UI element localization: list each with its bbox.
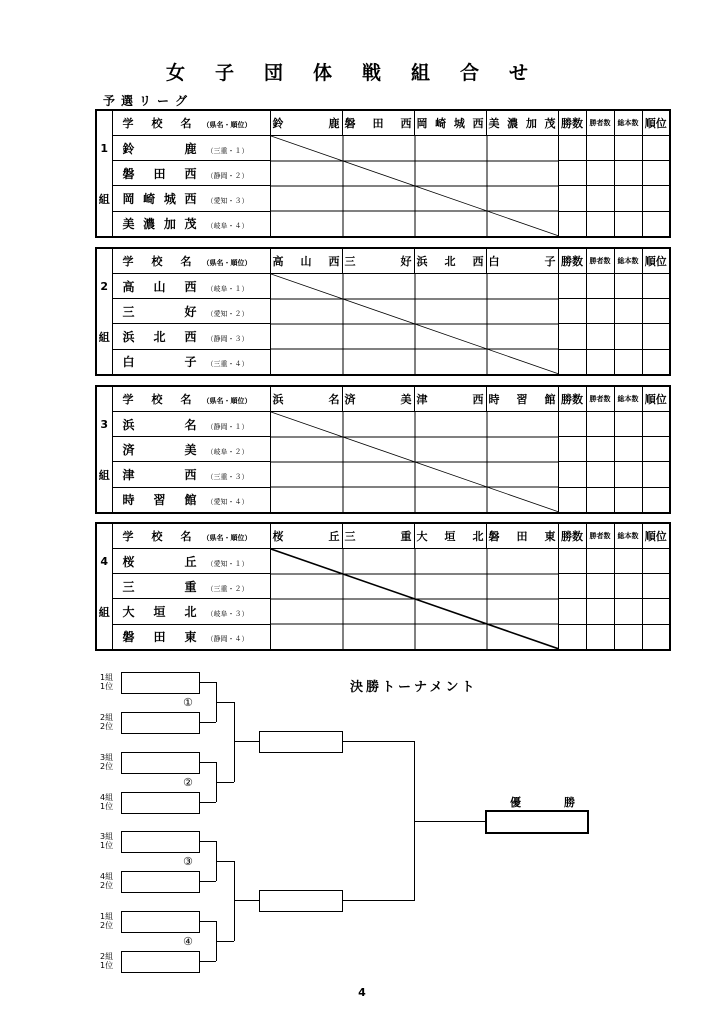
slot-rank: 2位 <box>100 881 114 890</box>
header-total: 総本数 <box>614 248 642 274</box>
header-winners: 勝者数 <box>586 386 614 412</box>
result-cell[interactable] <box>270 412 558 514</box>
school-pref-rank: （岐阜・２） <box>206 447 249 456</box>
opponent-name: 大 垣 北 <box>416 530 484 543</box>
slot-box[interactable] <box>121 911 200 933</box>
opponent-header <box>342 523 414 549</box>
school-pref-rank: （静岡・２） <box>206 171 249 180</box>
header-school: 学校名 <box>122 393 210 406</box>
stat-cell[interactable] <box>642 624 670 650</box>
school-pref-rank: （愛知・４） <box>206 498 249 507</box>
bracket-line <box>216 941 234 942</box>
opponent-name: 浜 名 <box>272 393 340 406</box>
opponent-name: 浜 北 西 <box>416 255 484 268</box>
bracket-line <box>234 861 235 941</box>
bracket-line <box>200 961 216 962</box>
opponent-header <box>414 386 486 412</box>
stat-cell[interactable] <box>614 161 642 186</box>
stat-cell[interactable] <box>558 299 586 324</box>
stat-cell[interactable] <box>614 462 642 487</box>
stat-cell[interactable] <box>558 549 586 574</box>
bracket-line <box>200 682 216 683</box>
slot-group: 3組 <box>100 753 114 762</box>
school-name: 津 西 <box>122 468 197 483</box>
result-grid <box>271 412 559 512</box>
stat-cell[interactable] <box>642 211 670 237</box>
opponent-header <box>486 248 558 274</box>
stat-cell[interactable] <box>642 549 670 574</box>
header-total: 総本数 <box>614 110 642 136</box>
stat-cell[interactable] <box>558 274 586 299</box>
school-name: 美 濃 加 茂 <box>122 217 197 232</box>
group-kumi: 組 <box>96 186 112 211</box>
stat-cell[interactable] <box>558 136 586 161</box>
opponent-name: 岡 崎 城 西 <box>416 117 484 130</box>
stat-cell[interactable] <box>614 136 642 161</box>
result-grid <box>271 274 559 374</box>
page-title: 女子団体戦組合せ <box>165 62 558 84</box>
bracket-line <box>200 881 216 882</box>
stat-cell[interactable] <box>642 412 670 437</box>
slot-box[interactable] <box>121 871 200 893</box>
slot-rank: 1位 <box>100 961 114 970</box>
opponent-header <box>486 523 558 549</box>
school-pref-rank: （愛知・３） <box>206 197 249 206</box>
opponent-name: 桜 丘 <box>272 530 340 543</box>
stat-cell[interactable] <box>558 349 586 375</box>
opponent-name: 三 好 <box>344 255 412 268</box>
stat-cell[interactable] <box>586 299 614 324</box>
stat-cell[interactable] <box>642 349 670 375</box>
stat-cell[interactable] <box>586 211 614 237</box>
result-cell[interactable] <box>270 136 558 238</box>
stat-cell[interactable] <box>586 624 614 650</box>
slot-label <box>100 753 113 771</box>
stat-cell[interactable] <box>642 299 670 324</box>
header-pref-rank: （県名・順位） <box>202 534 252 542</box>
opponent-header <box>270 110 342 136</box>
school-name: 岡 崎 城 西 <box>122 192 197 207</box>
stat-cell[interactable] <box>558 462 586 487</box>
slot-group: 4組 <box>100 793 114 802</box>
stat-cell[interactable] <box>614 574 642 599</box>
bracket-line <box>216 702 234 703</box>
opponent-header <box>270 523 342 549</box>
slot-rank: 1位 <box>100 841 114 850</box>
opponent-name: 津 西 <box>416 393 484 406</box>
slot-group: 4組 <box>100 872 114 881</box>
stat-cell[interactable] <box>558 412 586 437</box>
group-kumi: 組 <box>96 324 112 349</box>
group-4-table <box>95 522 671 651</box>
school-name: 磐 田 東 <box>122 630 197 645</box>
stat-cell[interactable] <box>614 412 642 437</box>
bracket-line <box>414 821 485 822</box>
header-wins: 勝数 <box>558 386 586 412</box>
group-number: 2 <box>96 274 112 299</box>
match-number: ① <box>183 696 193 709</box>
slot-box[interactable] <box>121 792 200 814</box>
opponent-header <box>342 110 414 136</box>
school-pref-rank: （岐阜・１） <box>206 284 249 293</box>
slot-group: 1組 <box>100 912 114 921</box>
stat-cell[interactable] <box>614 211 642 237</box>
slot-label <box>100 713 113 731</box>
bracket-line <box>234 900 259 901</box>
header-total: 総本数 <box>614 386 642 412</box>
group-number: 1 <box>96 136 112 161</box>
school-pref-rank: （岐阜・３） <box>206 610 249 619</box>
slot-label <box>100 912 113 930</box>
group-kumi: 組 <box>96 599 112 624</box>
school-pref-rank: （岐阜・４） <box>206 222 249 231</box>
result-grid <box>271 136 559 236</box>
stat-cell[interactable] <box>586 349 614 375</box>
school-pref-rank: （三重・２） <box>206 584 249 593</box>
winner-box[interactable] <box>485 810 589 834</box>
bracket-line <box>200 921 216 922</box>
bracket-line <box>200 802 216 803</box>
stat-cell[interactable] <box>558 324 586 349</box>
group-3-table <box>95 385 671 514</box>
stat-cell[interactable] <box>558 599 586 624</box>
stat-cell[interactable] <box>642 599 670 624</box>
slot-group: 1組 <box>100 673 114 682</box>
stat-cell[interactable] <box>642 161 670 186</box>
slot-group: 3組 <box>100 832 114 841</box>
slot-label <box>100 673 113 691</box>
opponent-header <box>414 248 486 274</box>
winner-label: 優 勝 <box>510 796 591 809</box>
school-name: 済 美 <box>122 442 197 457</box>
bracket-line <box>216 782 234 783</box>
header-winners: 勝者数 <box>586 523 614 549</box>
stat-cell[interactable] <box>642 462 670 487</box>
group-1-table <box>95 109 671 238</box>
stat-cell[interactable] <box>642 487 670 513</box>
stat-cell[interactable] <box>614 349 642 375</box>
header-wins: 勝数 <box>558 523 586 549</box>
opponent-header <box>414 110 486 136</box>
stat-cell[interactable] <box>586 161 614 186</box>
school-name: 磐 田 西 <box>122 166 197 181</box>
school-name: 鈴 鹿 <box>122 141 197 156</box>
school-pref-rank: （愛知・１） <box>206 559 249 568</box>
stat-cell[interactable] <box>642 136 670 161</box>
header-school: 学校名 <box>122 530 210 543</box>
match-number: ④ <box>183 935 193 948</box>
slot-rank: 2位 <box>100 722 114 731</box>
stat-cell[interactable] <box>614 487 642 513</box>
slot-rank: 2位 <box>100 762 114 771</box>
opponent-name: 高 山 西 <box>272 255 340 268</box>
opponent-header <box>342 248 414 274</box>
header-pref-rank: （県名・順位） <box>202 397 252 405</box>
stat-cell[interactable] <box>586 599 614 624</box>
slot-label <box>100 793 113 811</box>
header-rank: 順位 <box>642 386 670 412</box>
match-number: ③ <box>183 855 193 868</box>
bracket-line <box>216 861 234 862</box>
slot-group: 2組 <box>100 952 114 961</box>
school-pref-rank: （三重・３） <box>206 473 249 482</box>
slot-label <box>100 872 113 890</box>
stat-cell[interactable] <box>614 437 642 462</box>
slot-box[interactable] <box>121 951 200 973</box>
stat-cell[interactable] <box>586 437 614 462</box>
slot-box[interactable] <box>121 672 200 694</box>
opponent-name: 白 子 <box>488 255 556 268</box>
stat-cell[interactable] <box>558 161 586 186</box>
group-2-table <box>95 247 671 376</box>
slot-box[interactable] <box>121 752 200 774</box>
slot-group: 2組 <box>100 713 114 722</box>
bracket-line <box>234 702 235 782</box>
bracket-line <box>200 841 216 842</box>
school-pref-rank: （愛知・２） <box>206 309 249 318</box>
stat-cell[interactable] <box>642 437 670 462</box>
header-pref-rank: （県名・順位） <box>202 121 252 129</box>
school-pref-rank: （静岡・１） <box>206 422 249 431</box>
header-rank: 順位 <box>642 110 670 136</box>
slot-label <box>100 832 113 850</box>
stat-cell[interactable] <box>614 599 642 624</box>
header-wins: 勝数 <box>558 248 586 274</box>
school-name: 三 重 <box>122 579 197 594</box>
stat-cell[interactable] <box>558 211 586 237</box>
stat-cell[interactable] <box>586 574 614 599</box>
school-name: 浜 名 <box>122 417 197 432</box>
group-number: 4 <box>96 549 112 574</box>
slot-label <box>100 952 113 970</box>
opponent-header <box>486 110 558 136</box>
opponent-name: 時 習 館 <box>488 393 556 406</box>
opponent-header <box>270 248 342 274</box>
group-number: 3 <box>96 412 112 437</box>
school-name: 時 習 館 <box>122 493 197 508</box>
stat-cell[interactable] <box>558 186 586 211</box>
opponent-header <box>486 386 558 412</box>
stat-cell[interactable] <box>614 299 642 324</box>
stat-cell[interactable] <box>642 574 670 599</box>
stat-cell[interactable] <box>586 274 614 299</box>
opponent-name: 三 重 <box>344 530 412 543</box>
header-wins: 勝数 <box>558 110 586 136</box>
stat-cell[interactable] <box>586 412 614 437</box>
bracket-line <box>342 900 414 901</box>
bracket-line <box>234 741 259 742</box>
slot-rank: 1位 <box>100 802 114 811</box>
stat-cell[interactable] <box>614 549 642 574</box>
stat-cell[interactable] <box>586 487 614 513</box>
stat-cell[interactable] <box>586 462 614 487</box>
slot-box[interactable] <box>121 712 200 734</box>
school-pref-rank: （三重・１） <box>206 146 249 155</box>
header-winners: 勝者数 <box>586 248 614 274</box>
school-name: 高 山 西 <box>122 279 197 294</box>
opponent-name: 磐 田 西 <box>344 117 412 130</box>
header-school: 学校名 <box>122 255 210 268</box>
school-pref-rank: （静岡・４） <box>206 635 249 644</box>
school-name: 大 垣 北 <box>122 605 197 620</box>
stat-cell[interactable] <box>586 324 614 349</box>
stat-cell[interactable] <box>558 487 586 513</box>
stat-cell[interactable] <box>614 186 642 211</box>
slot-rank: 2位 <box>100 921 114 930</box>
stat-cell[interactable] <box>614 324 642 349</box>
stat-cell[interactable] <box>586 136 614 161</box>
header-school: 学校名 <box>122 117 210 130</box>
stat-cell[interactable] <box>614 624 642 650</box>
result-cell[interactable] <box>270 274 558 376</box>
header-rank: 順位 <box>642 248 670 274</box>
stat-cell[interactable] <box>558 624 586 650</box>
group-kumi: 組 <box>96 462 112 487</box>
header-total: 総本数 <box>614 523 642 549</box>
bracket-line <box>342 741 414 742</box>
school-name: 桜 丘 <box>122 554 197 569</box>
school-pref-rank: （三重・４） <box>206 360 249 369</box>
opponent-name: 磐 田 東 <box>488 530 556 543</box>
opponent-header <box>342 386 414 412</box>
header-winners: 勝者数 <box>586 110 614 136</box>
stat-cell[interactable] <box>642 186 670 211</box>
opponent-name: 鈴 鹿 <box>272 117 340 130</box>
header-pref-rank: （県名・順位） <box>202 259 252 267</box>
opponent-name: 済 美 <box>344 393 412 406</box>
section-label: 予選リーグ <box>103 94 194 108</box>
opponent-header <box>414 523 486 549</box>
opponent-name: 美 濃 加 茂 <box>488 117 556 130</box>
page-number: 4 <box>358 986 366 999</box>
school-name: 三 好 <box>122 304 197 319</box>
semifinal-box[interactable] <box>259 731 343 753</box>
tournament-title: 決勝トーナメント <box>350 680 478 695</box>
stat-cell[interactable] <box>558 574 586 599</box>
school-pref-rank: （静岡・３） <box>206 335 249 344</box>
stat-cell[interactable] <box>642 274 670 299</box>
stat-cell[interactable] <box>586 186 614 211</box>
result-cell[interactable] <box>270 549 558 651</box>
bracket-line <box>200 722 216 723</box>
semifinal-box[interactable] <box>259 890 343 912</box>
school-name: 浜 北 西 <box>122 330 197 345</box>
slot-rank: 1位 <box>100 682 114 691</box>
slot-box[interactable] <box>121 831 200 853</box>
school-name: 白 子 <box>122 355 197 370</box>
match-number: ② <box>183 776 193 789</box>
result-grid <box>271 549 559 649</box>
opponent-header <box>270 386 342 412</box>
header-rank: 順位 <box>642 523 670 549</box>
stat-cell[interactable] <box>586 549 614 574</box>
bracket-line <box>200 762 216 763</box>
stat-cell[interactable] <box>558 437 586 462</box>
stat-cell[interactable] <box>614 274 642 299</box>
stat-cell[interactable] <box>642 324 670 349</box>
